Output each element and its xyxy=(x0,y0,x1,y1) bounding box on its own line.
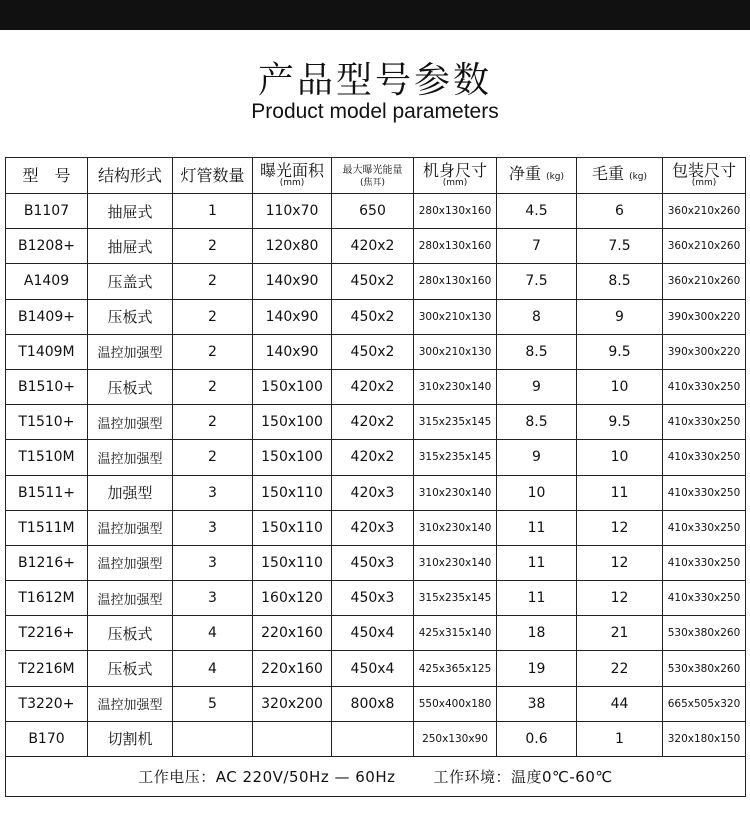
cell-tubes: 2 xyxy=(173,334,253,369)
table-row xyxy=(6,581,746,616)
cell-net-weight: 9 xyxy=(497,369,577,404)
header-area xyxy=(253,158,332,194)
cell-structure: 温控加强型 xyxy=(88,686,173,721)
cell-tubes xyxy=(173,721,253,756)
cell-energy: 450x3 xyxy=(332,581,414,616)
cell-structure: 加强型 xyxy=(88,475,173,510)
cell-model: B1510+ xyxy=(6,369,88,404)
cell-tubes: 4 xyxy=(173,616,253,651)
cell-pack-size: 410x330x250 xyxy=(663,405,746,440)
cell-model: B1216+ xyxy=(6,545,88,580)
cell-body-size: 310x230x140 xyxy=(414,369,497,404)
cell-gross-weight: 10 xyxy=(577,440,663,475)
top-banner-bar xyxy=(0,0,750,30)
cell-energy: 420x2 xyxy=(332,229,414,264)
cell-energy: 450x2 xyxy=(332,299,414,334)
cell-gross-weight: 9.5 xyxy=(577,334,663,369)
cell-area: 120x80 xyxy=(253,229,332,264)
cell-area: 160x120 xyxy=(253,581,332,616)
cell-body-size: 300x210x130 xyxy=(414,334,497,369)
header-gross xyxy=(577,158,663,194)
cell-model: A1409 xyxy=(6,264,88,299)
cell-model: T2216+ xyxy=(6,616,88,651)
parameters-table xyxy=(5,157,746,797)
cell-energy: 450x4 xyxy=(332,651,414,686)
cell-pack-size: 360x210x260 xyxy=(663,194,746,229)
cell-model: T2216M xyxy=(6,651,88,686)
cell-net-weight: 19 xyxy=(497,651,577,686)
cell-structure: 压板式 xyxy=(88,616,173,651)
table-row xyxy=(6,721,746,756)
cell-pack-size: 410x330x250 xyxy=(663,510,746,545)
cell-model: T1510+ xyxy=(6,405,88,440)
cell-net-weight: 11 xyxy=(497,581,577,616)
cell-energy: 450x2 xyxy=(332,264,414,299)
header-energy xyxy=(332,158,414,194)
header-net-unit: (kg) xyxy=(546,172,565,182)
header-area-unit: (mm) xyxy=(279,178,305,188)
table-footer-row xyxy=(6,757,746,797)
cell-tubes: 2 xyxy=(173,299,253,334)
cell-pack-size: 530x380x260 xyxy=(663,616,746,651)
cell-net-weight: 10 xyxy=(497,475,577,510)
cell-model: T1409M xyxy=(6,334,88,369)
cell-energy: 800x8 xyxy=(332,686,414,721)
cell-pack-size: 390x300x220 xyxy=(663,334,746,369)
header-model: 型 号 xyxy=(6,158,88,194)
header-energy-unit: (焦耳) xyxy=(359,178,386,188)
header-pack-unit: (mm) xyxy=(691,178,717,188)
cell-area: 150x110 xyxy=(253,545,332,580)
cell-tubes: 2 xyxy=(173,264,253,299)
cell-tubes: 3 xyxy=(173,545,253,580)
cell-model: T1511M xyxy=(6,510,88,545)
cell-model: B1107 xyxy=(6,194,88,229)
cell-body-size: 280x130x160 xyxy=(414,229,497,264)
cell-model: B1511+ xyxy=(6,475,88,510)
page-title: 产品型号参数 xyxy=(257,60,492,101)
cell-tubes: 5 xyxy=(173,686,253,721)
cell-model: B1208+ xyxy=(6,229,88,264)
cell-model: T1510M xyxy=(6,440,88,475)
cell-energy: 450x2 xyxy=(332,334,414,369)
table-row xyxy=(6,369,746,404)
table-header-row xyxy=(6,158,746,194)
cell-body-size: 550x400x180 xyxy=(414,686,497,721)
cell-model: T3220+ xyxy=(6,686,88,721)
table-row xyxy=(6,510,746,545)
cell-area: 140x90 xyxy=(253,264,332,299)
table-row xyxy=(6,405,746,440)
cell-pack-size: 410x330x250 xyxy=(663,369,746,404)
cell-area: 150x100 xyxy=(253,405,332,440)
header-energy-label: 最大曝光能量 xyxy=(342,165,403,176)
cell-tubes: 2 xyxy=(173,229,253,264)
cell-energy: 650 xyxy=(332,194,414,229)
cell-energy xyxy=(332,721,414,756)
table-row xyxy=(6,686,746,721)
cell-structure: 抽屉式 xyxy=(88,229,173,264)
cell-net-weight: 8.5 xyxy=(497,405,577,440)
table-row xyxy=(6,545,746,580)
cell-body-size: 425x365x125 xyxy=(414,651,497,686)
cell-gross-weight: 12 xyxy=(577,545,663,580)
cell-pack-size: 410x330x250 xyxy=(663,545,746,580)
table-row xyxy=(6,299,746,334)
cell-body-size: 280x130x160 xyxy=(414,194,497,229)
cell-gross-weight: 9 xyxy=(577,299,663,334)
cell-area: 220x160 xyxy=(253,616,332,651)
cell-area: 220x160 xyxy=(253,651,332,686)
cell-area: 150x100 xyxy=(253,440,332,475)
cell-pack-size: 410x330x250 xyxy=(663,440,746,475)
cell-structure: 压板式 xyxy=(88,299,173,334)
cell-structure: 温控加强型 xyxy=(88,545,173,580)
cell-area: 110x70 xyxy=(253,194,332,229)
cell-area: 140x90 xyxy=(253,334,332,369)
page-subtitle: Product model parameters xyxy=(251,100,499,123)
cell-energy: 420x2 xyxy=(332,369,414,404)
cell-pack-size: 530x380x260 xyxy=(663,651,746,686)
footer-cell xyxy=(6,757,746,797)
cell-net-weight: 7 xyxy=(497,229,577,264)
cell-model: T1612M xyxy=(6,581,88,616)
cell-tubes: 2 xyxy=(173,405,253,440)
cell-net-weight: 0.6 xyxy=(497,721,577,756)
cell-net-weight: 8 xyxy=(497,299,577,334)
cell-tubes: 3 xyxy=(173,510,253,545)
table-row xyxy=(6,264,746,299)
cell-tubes: 3 xyxy=(173,475,253,510)
cell-net-weight: 18 xyxy=(497,616,577,651)
cell-gross-weight: 12 xyxy=(577,510,663,545)
header-tubes: 灯管数量 xyxy=(173,158,253,194)
cell-structure: 温控加强型 xyxy=(88,581,173,616)
table-row xyxy=(6,475,746,510)
cell-structure: 温控加强型 xyxy=(88,405,173,440)
header-gross-unit: (kg) xyxy=(629,172,648,182)
header-net xyxy=(497,158,577,194)
header-area-label: 曝光面积 xyxy=(259,161,324,180)
cell-structure: 切割机 xyxy=(88,721,173,756)
table-row xyxy=(6,229,746,264)
cell-energy: 450x4 xyxy=(332,616,414,651)
cell-body-size: 310x230x140 xyxy=(414,545,497,580)
cell-gross-weight: 9.5 xyxy=(577,405,663,440)
cell-structure: 压盖式 xyxy=(88,264,173,299)
header-gross-label: 毛重 xyxy=(591,164,624,183)
cell-energy: 450x3 xyxy=(332,545,414,580)
cell-area: 150x110 xyxy=(253,510,332,545)
table-row xyxy=(6,440,746,475)
cell-net-weight: 9 xyxy=(497,440,577,475)
cell-body-size: 425x315x140 xyxy=(414,616,497,651)
table-row xyxy=(6,194,746,229)
table-row xyxy=(6,616,746,651)
cell-gross-weight: 10 xyxy=(577,369,663,404)
cell-net-weight: 4.5 xyxy=(497,194,577,229)
working-environment: 工作环境：温度0℃-60℃ xyxy=(433,768,613,786)
cell-net-weight: 7.5 xyxy=(497,264,577,299)
cell-gross-weight: 44 xyxy=(577,686,663,721)
cell-body-size: 310x230x140 xyxy=(414,475,497,510)
header-pack xyxy=(663,158,746,194)
cell-energy: 420x2 xyxy=(332,440,414,475)
cell-structure: 温控加强型 xyxy=(88,440,173,475)
header-net-label: 净重 xyxy=(508,164,541,183)
cell-energy: 420x3 xyxy=(332,475,414,510)
cell-gross-weight: 22 xyxy=(577,651,663,686)
cell-pack-size: 410x330x250 xyxy=(663,581,746,616)
table-row xyxy=(6,334,746,369)
cell-structure: 压板式 xyxy=(88,651,173,686)
cell-pack-size: 665x505x320 xyxy=(663,686,746,721)
cell-tubes: 3 xyxy=(173,581,253,616)
cell-gross-weight: 6 xyxy=(577,194,663,229)
header-pack-label: 包装尺寸 xyxy=(671,161,736,180)
table-row xyxy=(6,651,746,686)
cell-pack-size: 390x300x220 xyxy=(663,299,746,334)
cell-energy: 420x2 xyxy=(332,405,414,440)
cell-body-size: 310x230x140 xyxy=(414,510,497,545)
header-body-label: 机身尺寸 xyxy=(422,161,487,180)
cell-model: B1409+ xyxy=(6,299,88,334)
cell-gross-weight: 11 xyxy=(577,475,663,510)
cell-body-size: 280x130x160 xyxy=(414,264,497,299)
cell-gross-weight: 7.5 xyxy=(577,229,663,264)
cell-tubes: 1 xyxy=(173,194,253,229)
cell-pack-size: 320x180x150 xyxy=(663,721,746,756)
cell-pack-size: 410x330x250 xyxy=(663,475,746,510)
cell-area: 140x90 xyxy=(253,299,332,334)
cell-energy: 420x3 xyxy=(332,510,414,545)
cell-pack-size: 360x210x260 xyxy=(663,264,746,299)
cell-area: 150x100 xyxy=(253,369,332,404)
cell-tubes: 2 xyxy=(173,369,253,404)
cell-net-weight: 11 xyxy=(497,510,577,545)
cell-body-size: 250x130x90 xyxy=(414,721,497,756)
header-structure: 结构形式 xyxy=(88,158,173,194)
cell-tubes: 2 xyxy=(173,440,253,475)
cell-model: B170 xyxy=(6,721,88,756)
cell-gross-weight: 8.5 xyxy=(577,264,663,299)
cell-body-size: 315x235x145 xyxy=(414,581,497,616)
cell-structure: 压板式 xyxy=(88,369,173,404)
cell-gross-weight: 12 xyxy=(577,581,663,616)
cell-structure: 温控加强型 xyxy=(88,334,173,369)
cell-area: 320x200 xyxy=(253,686,332,721)
cell-gross-weight: 1 xyxy=(577,721,663,756)
cell-area xyxy=(253,721,332,756)
cell-structure: 温控加强型 xyxy=(88,510,173,545)
cell-net-weight: 11 xyxy=(497,545,577,580)
cell-gross-weight: 21 xyxy=(577,616,663,651)
cell-area: 150x110 xyxy=(253,475,332,510)
working-voltage: 工作电压：AC 220V/50Hz — 60Hz xyxy=(138,768,396,786)
cell-net-weight: 8.5 xyxy=(497,334,577,369)
cell-body-size: 300x210x130 xyxy=(414,299,497,334)
cell-pack-size: 360x210x260 xyxy=(663,229,746,264)
cell-tubes: 4 xyxy=(173,651,253,686)
cell-body-size: 315x235x145 xyxy=(414,440,497,475)
cell-net-weight: 38 xyxy=(497,686,577,721)
cell-body-size: 315x235x145 xyxy=(414,405,497,440)
header-body xyxy=(414,158,497,194)
header-body-unit: (mm) xyxy=(442,178,468,188)
cell-structure: 抽屉式 xyxy=(88,194,173,229)
